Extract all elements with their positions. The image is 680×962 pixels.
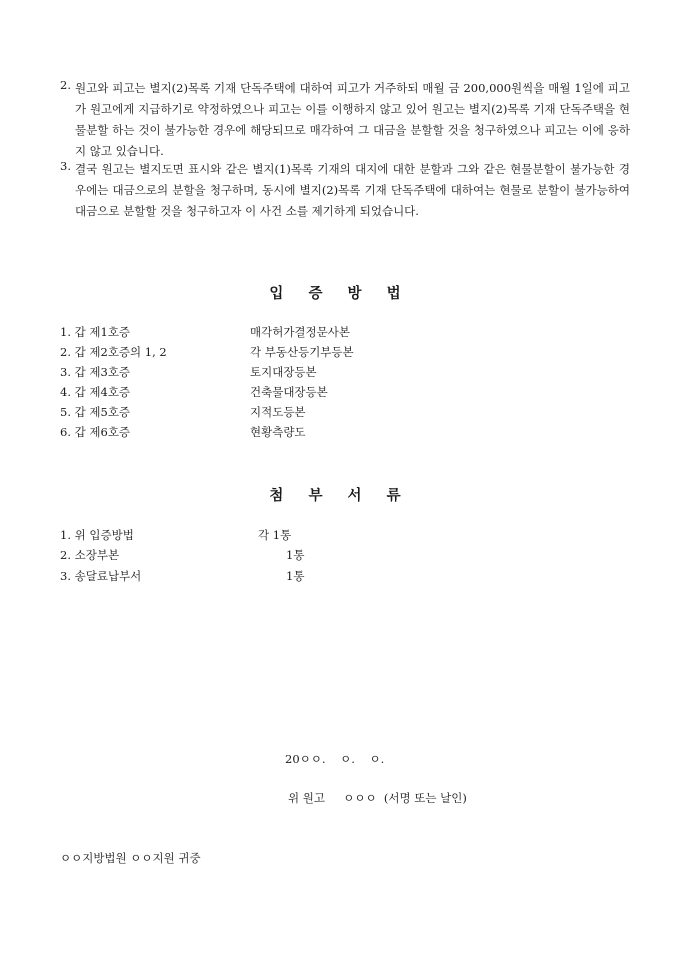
attachment-label: 1. 위 입증방법 xyxy=(60,528,134,542)
evidence-document: 건축물대장등본 xyxy=(250,385,328,399)
filing-date: 20ㅇㅇ. ㅇ. ㅇ. xyxy=(285,752,385,766)
plaintiff-signature-line: 위 원고 ㅇㅇㅇ (서명 또는 날인) xyxy=(288,791,467,805)
evidence-document: 토지대장등본 xyxy=(250,365,317,379)
attachment-count: 1통 xyxy=(286,569,305,583)
claim-text: 원고와 피고는 별지(2)목록 기재 단독주택에 대하여 피고가 거주하되 매월 금 200,000원씩을 매월 1일에 피고가 원고에게 지급하기로 약정하였으나 피고는 이를 이행하지 않고 있어 원고는 별지(2)목록 기재 단독주택을 현물분할 하는 것이 불가능한 경우에 해당되므로 매각하여 그 대금을 분할할 것을 청구하였으나 피고는 이에 응하지 않고 있습니다. xyxy=(75,81,630,158)
evidence-document: 매각허가결정문사본 xyxy=(250,325,350,339)
claim-number: 3. xyxy=(60,159,71,173)
claim-text: 결국 원고는 별지도면 표시와 같은 별지(1)목록 기재의 대지에 대한 분할과 그와 같은 현물분할이 불가능한 경우에는 대금으로의 분할을 청구하며, 동시에 별지(2)목록 기재 단독주택에 대하여는 현물로 분할이 불가능하여 대금으로 분할할 것을 청구하고자 이 사건 소를 제기하게 되었습니다. xyxy=(75,162,630,218)
evidence-label: 5. 갑 제5호증 xyxy=(60,405,131,419)
claim-number: 2. xyxy=(60,78,71,92)
evidence-label: 3. 갑 제3호증 xyxy=(60,365,131,379)
evidence-label: 4. 갑 제4호증 xyxy=(60,385,131,399)
claim-paragraph-2 xyxy=(60,78,630,162)
evidence-heading: 입 증 방 법 xyxy=(269,285,411,302)
claim-paragraph-3 xyxy=(60,159,630,222)
attachments-heading: 첨 부 서 류 xyxy=(269,487,411,504)
attachment-count: 1통 xyxy=(286,548,305,562)
evidence-label: 1. 갑 제1호증 xyxy=(60,325,131,339)
evidence-label: 6. 갑 제6호증 xyxy=(60,425,131,439)
evidence-document: 각 부동산등기부등본 xyxy=(250,345,354,359)
evidence-label: 2. 갑 제2호증의 1, 2 xyxy=(60,345,167,359)
attachment-label: 2. 소장부본 xyxy=(60,548,120,562)
court-addressee: ㅇㅇ지방법원 ㅇㅇ지원 귀중 xyxy=(60,851,201,865)
attachment-label: 3. 송달료납부서 xyxy=(60,569,142,583)
evidence-document: 지적도등본 xyxy=(250,405,306,419)
attachment-count: 각 1통 xyxy=(258,528,292,542)
evidence-document: 현황측량도 xyxy=(250,425,306,439)
